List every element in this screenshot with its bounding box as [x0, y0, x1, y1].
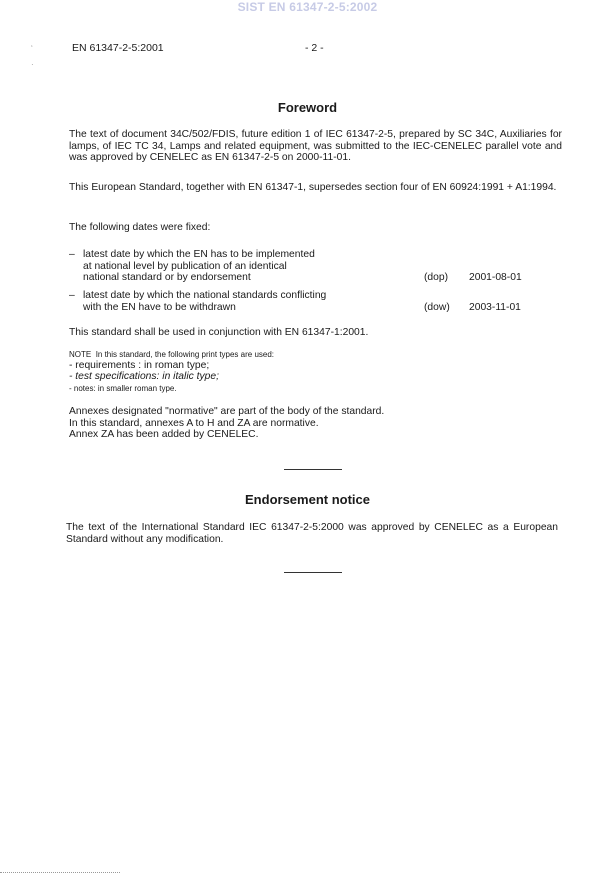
- section-divider: [284, 469, 342, 470]
- endorsement-text: The text of the International Standard IEC 61347-2-5:2000 was approved by CENELEC as a European Standard without any modification.: [66, 522, 558, 545]
- conjunction-text: This standard shall be used in conjunction with EN 61347-1:2001.: [69, 327, 369, 338]
- header-page-number: - 2 -: [305, 42, 324, 54]
- note-line: [69, 349, 274, 360]
- note-requirements: - requirements : in roman type;: [69, 360, 210, 372]
- dash: –: [69, 249, 75, 260]
- margin-mark: ‘: [31, 44, 33, 53]
- date-row-dop: [69, 249, 562, 285]
- date-value: 2003-11-01: [469, 302, 521, 313]
- foreword-para-1-text: The text of document 34C/502/FDIS, future edition 1 of IEC 61347-2-5, prepared by SC 34C, Auxiliaries for lamps, of IEC TC 34, Lamps and related equipment, was submitted to the IEC-CENELEC parallel vote and was approved by CENELEC as EN 61347-2-5 on 2000-11-01.: [69, 129, 562, 163]
- date-row-text: [83, 249, 383, 284]
- header-doc-id: EN 61347-2-5:2001: [72, 42, 164, 54]
- foreword-para-1: [69, 129, 562, 164]
- date-row-line: with the EN have to be withdrawn: [83, 301, 236, 313]
- dates-intro: The following dates were fixed:: [69, 222, 211, 233]
- note-notes: - notes: in smaller roman type.: [69, 383, 177, 393]
- date-value: 2001-08-01: [469, 272, 522, 283]
- section-divider: [284, 572, 342, 573]
- note-test-specifications: - test specifications: in italic type;: [69, 371, 219, 383]
- date-row-text: [83, 290, 383, 313]
- date-abbr: (dop): [424, 272, 449, 283]
- annexes-block: [69, 406, 562, 441]
- margin-mark: ·: [31, 60, 34, 69]
- annex-line-3: Annex ZA has been added by CENELEC.: [69, 429, 259, 440]
- watermark: SIST EN 61347-2-5:2002: [237, 0, 378, 14]
- date-row-line: national standard or by endorsement: [83, 272, 251, 284]
- date-abbr: (dow): [424, 302, 450, 313]
- note-label: NOTE: [69, 350, 92, 359]
- dash: –: [69, 290, 75, 301]
- foreword-title: Foreword: [277, 100, 338, 115]
- annex-line-1: Annexes designated "normative" are part of the body of the standard.: [69, 406, 385, 417]
- date-row-line: at national level by publication of an identical: [83, 260, 287, 272]
- foreword-para-2: [69, 182, 562, 194]
- date-row-line: latest date by which the national standards conflicting: [83, 290, 327, 301]
- print-types-note: [69, 349, 274, 394]
- footer-rule: [0, 872, 120, 873]
- annex-line-2: In this standard, annexes A to H and ZA are normative.: [69, 417, 319, 429]
- endorsement-title: Endorsement notice: [245, 492, 370, 507]
- foreword-para-2-text: This European Standard, together with EN 61347-1, supersedes section four of EN 60924:1991 + A1:1994.: [69, 182, 557, 193]
- date-row-dow: [69, 290, 562, 314]
- date-row-line: latest date by which the EN has to be implemented: [83, 249, 315, 260]
- note-text: In this standard, the following print types are used:: [95, 350, 275, 359]
